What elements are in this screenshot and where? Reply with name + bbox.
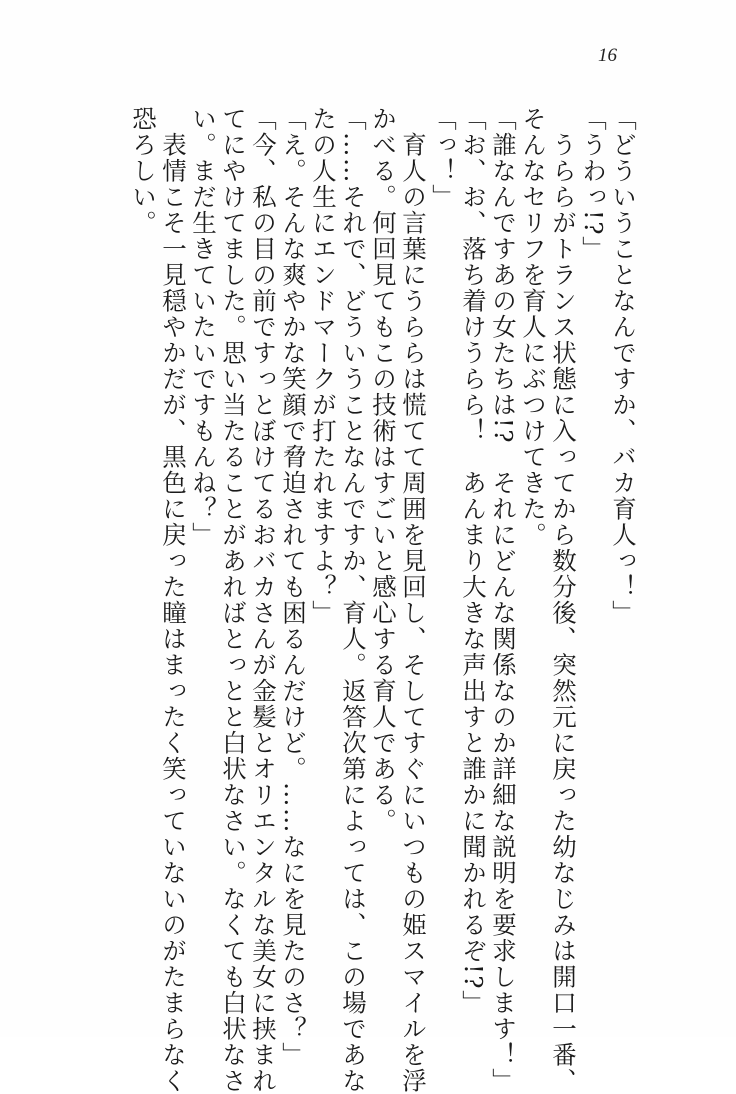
- text-line: 「誰なんですあの女たちは!? それにどんな関係なのか詳細な説明を要求します！」: [489, 106, 518, 1094]
- text-line: 「っ！」: [429, 106, 458, 210]
- text-line: 「お、お、落ち着けうらら！ あんまり大きな声出すと誰かに聞かれるぞ!?」: [459, 106, 488, 1016]
- text-line: 「……それで、どういうことなんですか、育人。返答次第によっては、この場であな: [339, 106, 368, 1094]
- text-line: てにやけてました。思い当たることがあればとっとと白状なさい。なくても白状なさ: [219, 106, 248, 1094]
- text-line: 「え。そんな爽やかな笑顔で脅迫されても困るんだけど。……なにを見たのさ？」: [279, 106, 308, 1068]
- text-line: かべる。何回見てもこの技術はすごいと感心する育人である。: [369, 106, 398, 834]
- text-line: うららがトランス状態に入ってから数分後、突然元に戻った幼なじみは開口一番、: [549, 106, 578, 1094]
- text-line: たの人生にエンドマークが打たれますよ？」: [309, 106, 338, 626]
- text-line: 「うわっ!?」: [579, 106, 608, 262]
- text-line: そんなセリフを育人にぶつけてきた。: [519, 106, 548, 548]
- text-line: 「どういうことなんですか、バカ育人っ！」: [609, 106, 638, 626]
- text-line: 恐ろしい。: [129, 106, 158, 236]
- page-number: 16: [598, 45, 617, 66]
- text-line: 育人の言葉にうららは慌てて周囲を見回し、そしてすぐにいつもの姫スマイルを浮: [399, 106, 428, 1094]
- text-line: 「今、私の目の前ですっとぼけてるおバカさんが金髪とオリエンタルな美女に挟まれ: [249, 106, 278, 1094]
- text-line: い。まだ生きていたいですもんね？」: [189, 106, 218, 548]
- vertical-text-body: [128, 106, 638, 1094]
- text-line: 表情こそ一見穏やかだが、黒色に戻った瞳はまったく笑っていないのがたまらなく: [159, 106, 188, 1094]
